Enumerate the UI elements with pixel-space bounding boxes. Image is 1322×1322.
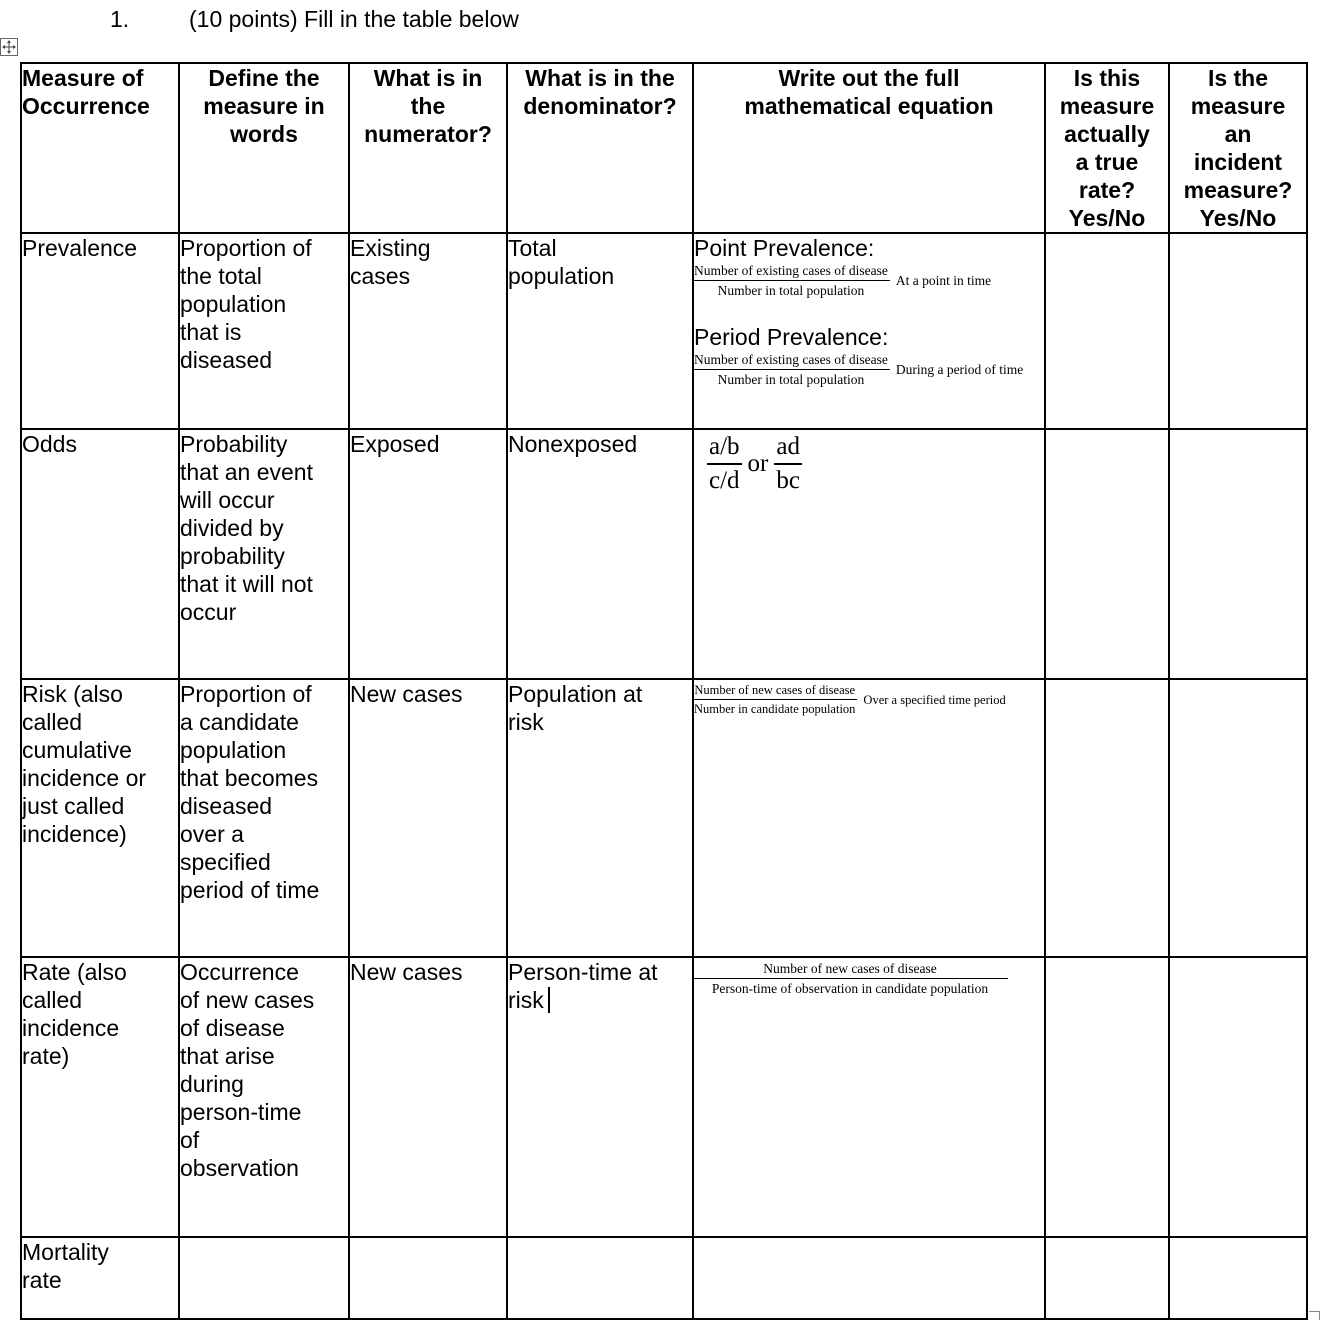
cell-true-rate[interactable] xyxy=(1045,233,1169,429)
point-prevalence-qualifier: At a point in time xyxy=(895,272,992,288)
cell-definition[interactable] xyxy=(179,1237,349,1319)
cell-equation[interactable] xyxy=(693,1237,1045,1319)
cell-definition[interactable]: Probability that an event will occur divided by probability that it will not occur xyxy=(179,429,349,679)
header-row xyxy=(21,63,1307,233)
header-measure: Measure of Occurrence xyxy=(21,63,179,233)
risk-numerator: Number of new cases of disease xyxy=(692,682,857,700)
point-prevalence-formula xyxy=(692,262,1044,299)
cell-measure[interactable]: Rate (also called incidence rate) xyxy=(21,957,179,1237)
cell-denominator[interactable]: Total population xyxy=(507,233,693,429)
cell-equation[interactable] xyxy=(693,233,1045,429)
cell-true-rate[interactable] xyxy=(1045,679,1169,957)
table-row xyxy=(21,957,1307,1237)
odds-denominator-1: c/d xyxy=(709,467,740,494)
risk-formula xyxy=(692,682,1044,717)
cell-incident[interactable] xyxy=(1169,1237,1307,1319)
header-definition: Define the measure in words xyxy=(179,63,349,233)
rate-denominator: Person-time of observation in candidate population xyxy=(711,981,989,996)
period-prevalence-qualifier: During a period of time xyxy=(895,361,1024,377)
cell-numerator[interactable]: Exposed xyxy=(349,429,507,679)
odds-numerator-2: ad xyxy=(774,432,802,465)
cell-numerator[interactable]: Existing cases xyxy=(349,233,507,429)
table-row xyxy=(21,679,1307,957)
cell-numerator[interactable]: New cases xyxy=(349,679,507,957)
cell-incident[interactable] xyxy=(1169,233,1307,429)
header-equation: Write out the full mathematical equation xyxy=(693,63,1045,233)
cell-denominator[interactable]: Nonexposed xyxy=(507,429,693,679)
period-prevalence-denominator: Number in total population xyxy=(717,372,865,387)
cell-measure[interactable]: Mortality rate xyxy=(21,1237,179,1319)
point-prevalence-numerator: Number of existing cases of disease xyxy=(692,262,890,281)
period-prevalence-label: Period Prevalence: xyxy=(694,324,889,350)
header-true-rate: Is this measure actually a true rate? Yes/No xyxy=(1045,63,1169,233)
cell-equation[interactable] xyxy=(693,957,1045,1237)
cell-denominator[interactable] xyxy=(507,957,693,1237)
cell-incident[interactable] xyxy=(1169,429,1307,679)
point-prevalence-label: Point Prevalence: xyxy=(694,235,875,261)
table-resize-handle[interactable] xyxy=(1309,1311,1320,1320)
cell-denominator[interactable] xyxy=(507,1237,693,1319)
table-row xyxy=(21,1237,1307,1319)
cell-equation[interactable] xyxy=(693,679,1045,957)
question-number: 1. xyxy=(110,6,130,32)
question-header xyxy=(0,6,1322,36)
header-numerator: What is in the numerator? xyxy=(349,63,507,233)
rate-denominator-line1: Person-time at xyxy=(508,959,658,985)
header-denominator: What is in the denominator? xyxy=(507,63,693,233)
cell-true-rate[interactable] xyxy=(1045,1237,1169,1319)
risk-denominator: Number in candidate population xyxy=(694,702,856,716)
cell-measure[interactable]: Odds xyxy=(21,429,179,679)
period-prevalence-formula xyxy=(692,351,1044,388)
period-prevalence-numerator: Number of existing cases of disease xyxy=(692,351,890,370)
table-row xyxy=(21,233,1307,429)
rate-numerator: Number of new cases of disease xyxy=(692,960,1008,979)
cell-measure[interactable]: Prevalence xyxy=(21,233,179,429)
rate-denominator-line2: risk xyxy=(508,987,544,1013)
header-incident: Is the measure an incident measure? Yes/No xyxy=(1169,63,1307,233)
point-prevalence-denominator: Number in total population xyxy=(717,283,865,298)
question-text: (10 points) Fill in the table below xyxy=(189,6,519,32)
odds-formula xyxy=(707,432,1044,496)
odds-numerator-1: a/b xyxy=(707,432,742,465)
risk-qualifier: Over a specified time period xyxy=(863,692,1006,707)
cell-equation[interactable] xyxy=(693,429,1045,679)
odds-or: or xyxy=(747,450,769,477)
cell-numerator[interactable] xyxy=(349,1237,507,1319)
occurrence-table xyxy=(20,62,1308,1320)
cell-definition[interactable]: Occurrence of new cases of disease that arise during person-time of observation xyxy=(179,957,349,1237)
cell-incident[interactable] xyxy=(1169,957,1307,1237)
odds-denominator-2: bc xyxy=(776,467,800,494)
cell-denominator[interactable]: Population at risk xyxy=(507,679,693,957)
cell-true-rate[interactable] xyxy=(1045,957,1169,1237)
cell-numerator[interactable]: New cases xyxy=(349,957,507,1237)
cell-definition[interactable]: Proportion of a candidate population that becomes diseased over a specified period of time xyxy=(179,679,349,957)
table-row xyxy=(21,429,1307,679)
text-cursor xyxy=(548,987,550,1013)
cell-true-rate[interactable] xyxy=(1045,429,1169,679)
cell-measure[interactable]: Risk (also called cumulative incidence or just called incidence) xyxy=(21,679,179,957)
rate-formula xyxy=(692,960,1044,997)
cell-definition[interactable]: Proportion of the total population that is diseased xyxy=(179,233,349,429)
table-move-handle-icon[interactable] xyxy=(0,38,18,56)
cell-incident[interactable] xyxy=(1169,679,1307,957)
